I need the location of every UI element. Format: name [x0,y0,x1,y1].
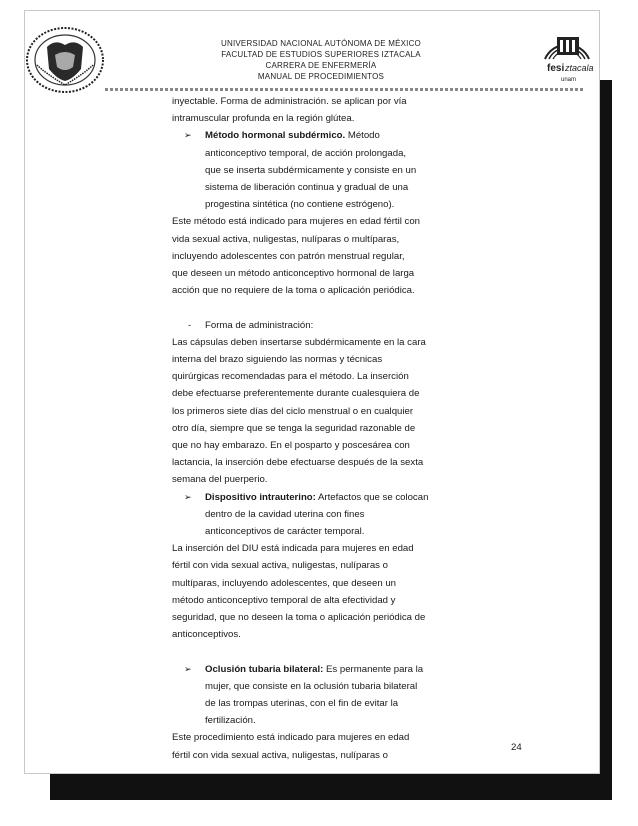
body-line: La inserción del DIU está indicada para mujeres en edad [172,543,414,555]
paragraph-gap [172,643,472,660]
sub-heading-forma [172,317,472,334]
header-manual: MANUAL DE PROCEDIMIENTOS [257,72,385,81]
body-line: Este método está indicado para mujeres en edad fértil con [172,216,420,228]
bullet-text: Artefactos que se colocan [315,491,429,503]
body-line: intramuscular profunda en la región glútea. [172,113,355,125]
dash-bullet: - [188,319,192,331]
logo-text-unam: unam [561,77,577,83]
body-line: multíparas, incluyendo adolescentes, que deseen un [172,577,397,589]
body-line: incluyendo adolescentes con patrón menstrual regular, [172,250,405,262]
bullet-item-oclusion [172,661,472,678]
bullet-line: fertilización. [205,715,256,727]
bullet-text: Es permanente para la [323,663,424,675]
arrow-bullet-icon: ➢ [184,491,192,502]
bullet-title: Método hormonal subdérmico. [205,130,346,142]
body-line: semana del puerperio. [172,474,268,486]
page-body [172,93,472,764]
header-faculty: FACULTAD DE ESTUDIOS SUPERIORES IZTACALA [221,50,421,59]
body-line: inyectable. Forma de administración. se aplican por vía [172,96,407,107]
unam-seal-icon [25,25,107,95]
body-line: fértil con vida sexual activa, nuligestas, nulíparas o [172,749,388,761]
bullet-line: anticonceptivo temporal, de acción prolongada, [205,147,407,159]
bullet-line: mujer, que consiste en la oclusión tubaria bilateral [205,680,418,692]
body-line: lactancia, la inserción debe efectuarse después de la sexta [172,457,424,469]
body-line: Las cápsulas deben insertarse subdérmicamente en la cara [172,336,426,348]
bullet-line: progestina sintética (no contiene estrógeno). [205,199,395,211]
bullet-line: de las trompas uterinas, con el fin de evitar la [205,698,399,710]
body-line: acción que no requiere de la toma o aplicación periódica. [172,285,415,297]
page-number: 24 [511,742,522,753]
bullet-line: que se inserta subdérmicamente y consiste en un [205,164,417,176]
page-header [25,11,601,101]
page-shadow-bottom [50,774,612,800]
header-divider [105,88,585,91]
bullet-item-metodo-hormonal [172,127,472,144]
document-page [24,10,600,774]
sub-heading-text: Forma de administración: [205,319,314,331]
logo-text-iztacala: ztacala [565,63,594,73]
arrow-bullet-icon: ➢ [184,663,192,674]
bullet-item-diu [172,489,472,506]
fes-iztacala-logo-icon [535,25,599,89]
body-line: Este procedimiento está indicado para mujeres en edad [172,732,410,744]
body-line: los primeros siete días del ciclo menstrual o en cualquier [172,405,414,417]
body-line: interna del brazo siguiendo las normas y técnicas [172,354,383,366]
bullet-title: Dispositivo intrauterino: [205,491,316,503]
bullet-line: sistema de liberación continua y gradual de una [205,182,409,194]
paragraph-gap [172,299,472,316]
body-line: que no hay embarazo. En el posparto y poscesárea con [172,440,410,452]
body-line: seguridad, que no deseen la toma o aplicación periódica de [172,612,426,624]
page-shadow-right [600,80,612,800]
body-line: que deseen un método anticonceptivo hormonal de larga [172,268,415,280]
logo-text-fesi: fesi [547,63,565,74]
bullet-title: Oclusión tubaria bilateral: [205,663,324,675]
bullet-line: dentro de la cavidad uterina con fines [205,508,365,520]
header-university: UNIVERSIDAD NACIONAL AUTÓNOMA DE MÉXICO [221,39,421,48]
body-line: anticonceptivos. [172,629,241,641]
bullet-text: Método [345,130,380,142]
body-line: método anticonceptivo temporal de alta efectividad y [172,594,396,606]
bullet-line: anticonceptivos de carácter temporal. [205,526,365,538]
body-line: fértil con vida sexual activa, nuligestas, nulíparas o [172,560,388,572]
body-line: vida sexual activa, nuligestas, nulíparas o multíparas, [172,233,400,245]
body-line: debe efectuarse preferentemente durante cualesquiera de [172,388,420,400]
body-line: quirúrgicas recomendadas para el método. La inserción [172,371,409,383]
body-line: otro día, siempre que se tenga la seguridad razonable de [172,422,416,434]
arrow-bullet-icon: ➢ [184,130,192,141]
header-career: CARRERA DE ENFERMERÍA [265,61,377,70]
